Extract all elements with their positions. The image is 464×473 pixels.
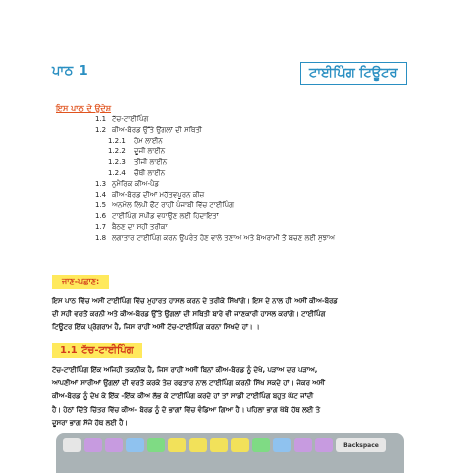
item-text: ਨੁਮੈਰਿਕ ਕੀਅ-ਪੈਡ — [112, 179, 160, 188]
item-number: 1.6 — [95, 212, 107, 221]
item-number: 1.3 — [95, 179, 107, 188]
item-text: ਟਾਈਪਿੰਗ ਸਪੀਡ ਵਧਾਉਣ ਲਈ ਹਿਦਾਇਤਾਂ — [112, 212, 219, 221]
list-item — [0, 222, 464, 233]
key — [147, 438, 165, 452]
objectives-heading: ਇਸ ਪਾਠ ਦੇ ਉਦੇਸ਼ — [56, 104, 112, 113]
chapter-title: ਟਾਈਪਿੰਗ ਟਿਊਟਰ — [300, 62, 407, 85]
paragraph-line: ਆਪਣੀਆਂ ਸਾਰੀਆਂ ਉਂਗਲਾਂ ਦੀ ਵਰਤੋਂ ਕਰਕੇ ਤੇਜ਼ ਰਫਤਾਰ ਨਾਲ ਟਾਈਪਿੰਗ ਕਰਨੀ ਸਿੱਖ ਸਕਦੇ ਹਾਂ। ਜੇਕਰ ਅਸੀਂ — [52, 379, 325, 388]
item-text: ਹੋਮ ਲਾਈਨ — [134, 136, 163, 145]
paragraph-line: ਇਸ ਪਾਠ ਵਿੱਚ ਅਸੀਂ ਟਾਈਪਿੰਗ ਵਿੱਚ ਮੁਹਾਰਤ ਹਾਸਲ ਕਰਨ ਦੇ ਤਰੀਕੇ ਸਿੱਖਾਂਗੇ। ਇਸ ਦੇ ਨਾਲ ਹੀ ਅਸੀਂ ਕੀਅ-ਬੋਰਡ — [52, 297, 338, 305]
key — [294, 438, 312, 452]
intro-paragraph — [52, 295, 458, 335]
item-number: 1.2.3 — [108, 158, 126, 167]
intro-heading: ਜਾਣ-ਪਛਾਣ: — [52, 275, 109, 289]
list-item — [0, 114, 464, 125]
list-item — [0, 179, 464, 190]
item-number: 1.4 — [95, 190, 107, 199]
item-number: 1.2 — [95, 125, 107, 134]
key — [63, 438, 81, 452]
item-text: ਕੀਅ-ਬੋਰਡ ਦੀਆਂ ਮਹੱਤਵਪੂਰਨ ਕੀਜ਼ — [112, 190, 205, 199]
key — [189, 438, 207, 452]
lesson-number: ਪਾਠ 1 — [52, 64, 89, 79]
backspace-key: Backspace — [336, 438, 386, 452]
item-text: ਟੱਚ-ਟਾਈਪਿੰਗ — [112, 115, 149, 123]
paragraph-line: ਟੱਚ-ਟਾਈਪਿੰਗ ਇੱਕ ਅਜਿਹੀ ਤਕਨੀਕ ਹੈ, ਜਿਸ ਰਾਹੀਂ ਅਸੀਂ ਬਿਨਾਂ ਕੀਅ-ਬੋਰਡ ਨੂੰ ਦੇਖੇ, ਪੜਾਅ ਦਰ ਪੜਾਅ, — [52, 366, 318, 374]
item-text: ਬੈਠਣ ਦਾ ਸਹੀ ਤਰੀਕਾ — [112, 222, 168, 231]
key — [210, 438, 228, 452]
key — [252, 438, 270, 452]
item-number: 1.2.4 — [108, 168, 126, 177]
keyboard-top-row — [63, 438, 397, 452]
key — [126, 438, 144, 452]
section-paragraph — [52, 364, 458, 430]
paragraph-line: ਦੂਸਰਾ ਭਾਗ ਸੱਜੇ ਹੱਥ ਲਈ ਹੈ। — [52, 418, 128, 427]
list-item — [0, 125, 464, 136]
item-text: ਕੀਅ-ਬੋਰਡ ਉੱਤੇ ਉਂਗਲਾਂ ਦੀ ਸਥਿਤੀ — [112, 125, 203, 134]
key — [84, 438, 102, 452]
item-number: 1.8 — [95, 233, 107, 242]
item-text: ਦੂਜੀ ਲਾਈਨ — [134, 147, 166, 156]
item-number: 1.2.1 — [108, 136, 126, 145]
list-item — [0, 211, 464, 222]
item-number: 1.1 — [95, 115, 107, 123]
section-heading: 1.1 ਟੱਚ-ਟਾਈਪਿੰਗ — [52, 343, 142, 358]
key — [273, 438, 291, 452]
key — [231, 438, 249, 452]
paragraph-line: ਦੀ ਸਹੀ ਵਰਤੋਂ ਕਰਨੀ ਅਤੇ ਕੀਅ-ਬੋਰਡ ਉੱਤੇ ਉਂਗਲਾਂ ਦੀ ਸਥਿਤੀ ਬਾਰੇ ਵੀ ਜਾਣਕਾਰੀ ਹਾਸਲ ਕਰਾਂਗੇ। ਟਾਈਪਿੰਗ — [52, 310, 326, 319]
key — [168, 438, 186, 452]
list-item — [0, 200, 464, 211]
list-item — [0, 146, 464, 157]
item-number: 1.7 — [95, 222, 107, 231]
item-text: ਲਗਾਤਾਰ ਟਾਈਪਿੰਗ ਕਰਨ ਉਪਰੰਤ ਹੋਣ ਵਾਲੇ ਤਣਾਅ ਅਤੇ ਬੇਅਰਾਮੀ ਤੋਂ ਬਚਣ ਲਈ ਸੁਝਾਅ — [112, 233, 336, 242]
keyboard-illustration — [56, 433, 404, 473]
paragraph-line: ਹੈ। ਹੇਠਾਂ ਦਿੱਤੇ ਚਿੱਤਰ ਵਿੱਚ ਕੀਅ- ਬੋਰਡ ਨੂੰ ਦੋ ਭਾਗਾਂ ਵਿੱਚ ਵੰਡਿਆ ਗਿਆ ਹੈ। ਪਹਿਲਾ ਭਾਗ ਖੱਬੇ ਹੱਥ ਲਈ ਤੇ — [52, 405, 320, 414]
paragraph-line: ਟਿਊਟਰ ਇੱਕ ਪ੍ਰੋਗਰਾਮ ਹੈ, ਜਿਸ ਰਾਹੀਂ ਅਸੀਂ ਟੱਚ-ਟਾਈਪਿੰਗ ਕਰਨਾ ਸਿਖਦੇ ਹਾਂ। । — [52, 323, 260, 332]
item-text: ਤੀਜੀ ਲਾਈਨ — [134, 158, 168, 167]
list-item — [0, 168, 464, 179]
item-text: ਚੌਥੀ ਲਾਈਨ — [134, 168, 166, 177]
item-number: 1.2.2 — [108, 147, 126, 156]
item-text: ਅਨਮੋਲ ਲਿਪੀ ਫੌਂਟ ਰਾਹੀਂ ਪੰਜਾਬੀ ਵਿੱਚ ਟਾਈਪਿੰਗ — [112, 201, 235, 210]
key — [315, 438, 333, 452]
list-item — [0, 190, 464, 201]
item-number: 1.5 — [95, 201, 107, 210]
list-item — [0, 157, 464, 168]
list-item — [0, 233, 464, 244]
objectives-list — [0, 114, 464, 244]
list-item — [0, 136, 464, 147]
key — [105, 438, 123, 452]
paragraph-line: ਕੀਅ-ਬੋਰਡ ਨੂੰ ਦੇਖ ਕੇ ਇੱਕ -ਇੱਕ ਕੀਅ ਲੱਭ ਕੇ ਟਾਈਪਿੰਗ ਕਰਦੇ ਹਾਂ ਤਾਂ ਸਾਡੀ ਟਾਈਪਿੰਗ ਬਹੁਤ ਘੱਟ ਜਾਂਦੀ — [52, 392, 314, 401]
